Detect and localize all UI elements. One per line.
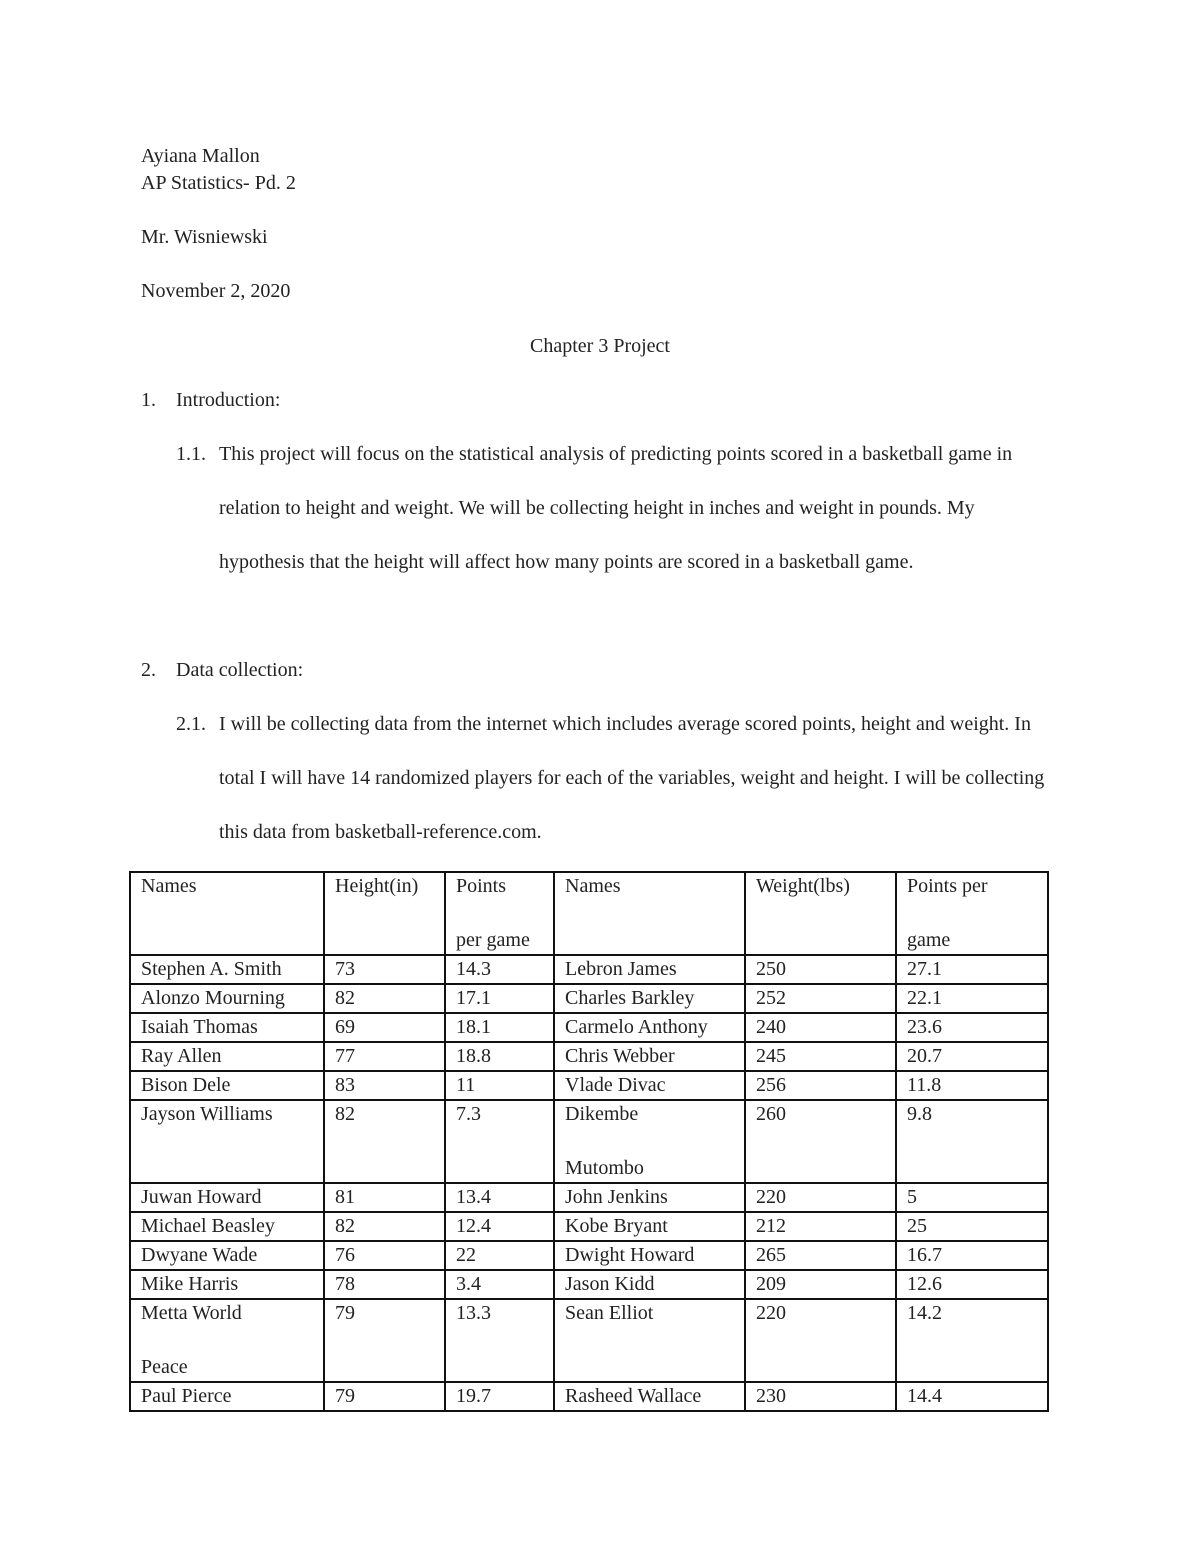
- section-1-heading: Introduction:: [176, 389, 281, 411]
- cell: 245: [745, 1042, 896, 1071]
- table-row: [130, 984, 1048, 1013]
- cell: 9.8: [896, 1100, 1048, 1183]
- table-header-row: [130, 872, 1048, 955]
- header-points-2-line2: game: [907, 929, 951, 951]
- cell: Lebron James: [554, 955, 745, 984]
- cell: Ray Allen: [130, 1042, 324, 1071]
- cell: 23.6: [896, 1013, 1048, 1042]
- teacher-name: Mr. Wisniewski: [141, 226, 268, 248]
- cell: 14.3: [445, 955, 554, 984]
- cell: John Jenkins: [554, 1183, 745, 1212]
- cell: Carmelo Anthony: [554, 1013, 745, 1042]
- cell: 3.4: [445, 1270, 554, 1299]
- cell: Dwyane Wade: [130, 1241, 324, 1270]
- document-title: Chapter 3 Project: [530, 335, 670, 357]
- cell: 81: [324, 1183, 445, 1212]
- cell: Chris Webber: [554, 1042, 745, 1071]
- section-2-heading: Data collection:: [176, 659, 304, 681]
- cell: 22.1: [896, 984, 1048, 1013]
- table-row: [130, 1013, 1048, 1042]
- cell: 77: [324, 1042, 445, 1071]
- cell: 252: [745, 984, 896, 1013]
- cell: [130, 1299, 324, 1382]
- cell: 12.6: [896, 1270, 1048, 1299]
- table-row: [130, 1042, 1048, 1071]
- cell-line2: Mutombo: [565, 1157, 644, 1179]
- cell: 256: [745, 1071, 896, 1100]
- table-row: [130, 1382, 1048, 1411]
- subsection-1-1-text: This project will focus on the statistical analysis of predicting points scored in a basketball game in relation to height and weight. We will be collecting height in inches and weight in pounds. My hypothesis that the height will affect how many points are scored in a basketball game.: [219, 443, 1013, 573]
- cell: 13.4: [445, 1183, 554, 1212]
- cell-line1: Metta World: [141, 1302, 242, 1324]
- cell: 27.1: [896, 955, 1048, 984]
- cell: Bison Dele: [130, 1071, 324, 1100]
- cell: 220: [745, 1299, 896, 1382]
- header-points-2-line1: Points per: [907, 875, 988, 897]
- cell: 73: [324, 955, 445, 984]
- header-points-1: [445, 872, 554, 955]
- cell: 14.4: [896, 1382, 1048, 1411]
- header-points-2: [896, 872, 1048, 955]
- cell: 212: [745, 1212, 896, 1241]
- cell: Alonzo Mourning: [130, 984, 324, 1013]
- header-names-1: Names: [130, 872, 324, 955]
- cell: 260: [745, 1100, 896, 1183]
- cell: 19.7: [445, 1382, 554, 1411]
- cell: Dwight Howard: [554, 1241, 745, 1270]
- table-row: [130, 955, 1048, 984]
- table-row: [130, 1183, 1048, 1212]
- cell: 82: [324, 1212, 445, 1241]
- table-row: [130, 1212, 1048, 1241]
- cell: 250: [745, 955, 896, 984]
- cell: Charles Barkley: [554, 984, 745, 1013]
- cell: Rasheed Wallace: [554, 1382, 745, 1411]
- cell: Vlade Divac: [554, 1071, 745, 1100]
- table-row: [130, 1071, 1048, 1100]
- cell: 7.3: [445, 1100, 554, 1183]
- header-points-1-line1: Points: [456, 875, 507, 897]
- player-data-table: [129, 871, 1049, 1412]
- cell: 12.4: [445, 1212, 554, 1241]
- subsection-2-1-text: I will be collecting data from the internet which includes average scored points, height and weight. In total I will have 14 randomized players for each of the variables, weight and height. I will be collecting this data from basketball-reference.com.: [219, 713, 1045, 843]
- cell: 14.2: [896, 1299, 1048, 1382]
- cell: 230: [745, 1382, 896, 1411]
- cell: 22: [445, 1241, 554, 1270]
- cell: 18.1: [445, 1013, 554, 1042]
- cell: Michael Beasley: [130, 1212, 324, 1241]
- table-row: [130, 1299, 1048, 1382]
- cell: Stephen A. Smith: [130, 955, 324, 984]
- subsection-1-1-number: 1.1.: [176, 443, 206, 465]
- cell: 82: [324, 1100, 445, 1183]
- cell: 69: [324, 1013, 445, 1042]
- cell: 13.3: [445, 1299, 554, 1382]
- cell: 5: [896, 1183, 1048, 1212]
- cell: 240: [745, 1013, 896, 1042]
- cell: 20.7: [896, 1042, 1048, 1071]
- cell: [554, 1100, 745, 1183]
- table-row: [130, 1270, 1048, 1299]
- cell: 83: [324, 1071, 445, 1100]
- cell: 265: [745, 1241, 896, 1270]
- cell: 209: [745, 1270, 896, 1299]
- cell-line1: Dikembe: [565, 1103, 639, 1125]
- header-weight: Weight(lbs): [745, 872, 896, 955]
- cell: 25: [896, 1212, 1048, 1241]
- table-row: [130, 1100, 1048, 1183]
- header-height: Height(in): [324, 872, 445, 955]
- cell: Kobe Bryant: [554, 1212, 745, 1241]
- cell: 11.8: [896, 1071, 1048, 1100]
- cell: 11: [445, 1071, 554, 1100]
- section-2-number: 2.: [141, 659, 156, 681]
- cell: Jason Kidd: [554, 1270, 745, 1299]
- cell: 18.8: [445, 1042, 554, 1071]
- cell: Paul Pierce: [130, 1382, 324, 1411]
- cell: 17.1: [445, 984, 554, 1013]
- author-name: Ayiana Mallon: [141, 145, 260, 167]
- header-points-1-line2: per game: [456, 929, 530, 951]
- cell: 78: [324, 1270, 445, 1299]
- header-names-2: Names: [554, 872, 745, 955]
- section-1-number: 1.: [141, 389, 156, 411]
- cell: 79: [324, 1382, 445, 1411]
- cell: Isaiah Thomas: [130, 1013, 324, 1042]
- cell: 79: [324, 1299, 445, 1382]
- cell: Jayson Williams: [130, 1100, 324, 1183]
- subsection-2-1-number: 2.1.: [176, 713, 206, 735]
- date-line: November 2, 2020: [141, 280, 291, 302]
- cell: 82: [324, 984, 445, 1013]
- cell-line2: Peace: [141, 1356, 188, 1378]
- cell: Mike Harris: [130, 1270, 324, 1299]
- cell: 220: [745, 1183, 896, 1212]
- table-row: [130, 1241, 1048, 1270]
- cell: 76: [324, 1241, 445, 1270]
- cell: Juwan Howard: [130, 1183, 324, 1212]
- course-line: AP Statistics- Pd. 2: [141, 172, 296, 194]
- cell: Sean Elliot: [554, 1299, 745, 1382]
- cell: 16.7: [896, 1241, 1048, 1270]
